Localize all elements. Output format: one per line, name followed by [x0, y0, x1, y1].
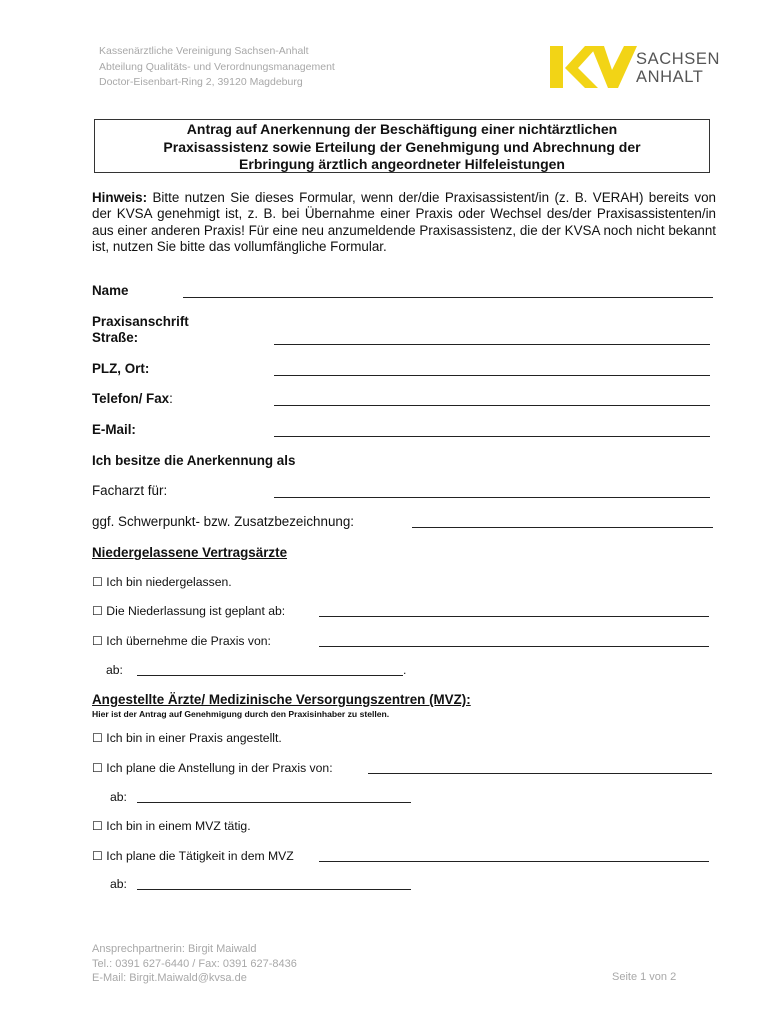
sender-org: Kassenärztliche Vereinigung Sachsen-Anhalt — [99, 45, 309, 57]
employment-from-field[interactable] — [137, 802, 411, 803]
title-line-3: Erbringung ärztlich angeordneter Hilfeleistungen — [239, 156, 565, 172]
title-line-1: Antrag auf Anerkennung der Beschäftigung einer nichtärztlichen — [186, 121, 618, 137]
phone-fax-colon: : — [169, 391, 173, 406]
form-title — [94, 119, 710, 173]
logo-line-2: ANHALT — [636, 68, 704, 86]
establishment-date-field[interactable] — [319, 616, 709, 617]
focus-label: ggf. Schwerpunkt- bzw. Zusatzbezeichnung: — [92, 514, 355, 529]
logo-wordmark — [636, 50, 720, 86]
checkbox-employment-planned[interactable]: ☐ Ich plane die Anstellung in der Praxis von: — [92, 761, 333, 775]
logo-line-1: SACHSEN — [636, 50, 720, 68]
mvz-from-label: ab: — [110, 877, 127, 891]
name-label: Name — [92, 283, 129, 298]
hint-text: Bitte nutzen Sie dieses Formular, wenn der/die Praxisassistent/in (z. B. VERAH) bereits von der KVSA genehmigt ist, z. B. bei Übernahme einer Praxis oder Wechsel des/der Praxisassistenten/in aus einer anderen Praxis! Für eine neu anzumeldende Praxisassistenz, die der KVSA noch nicht bekannt ist, nutzen Sie bitte das vollumfängliche Formular. — [92, 190, 716, 254]
sender-department: Abteilung Qualitäts- und Verordnungsmanagement — [99, 60, 335, 73]
footer-contact-person: Ansprechpartnerin: Birgit Maiwald — [92, 943, 257, 955]
title-line-2: Praxisassistenz sowie Erteilung der Genehmigung und Abrechnung der — [163, 138, 641, 155]
street-label: Straße: — [92, 330, 139, 345]
checkbox-establishment-planned[interactable]: ☐ Die Niederlassung ist geplant ab: — [92, 604, 286, 618]
checkbox-mvz-planned[interactable]: ☐ Ich plane die Tätigkeit in dem MVZ — [92, 849, 294, 863]
footer-email: E-Mail: Birgit.Maiwald@kvsa.de — [92, 972, 247, 984]
address-heading: Praxisanschrift — [92, 314, 189, 329]
email-label: E-Mail: — [92, 422, 136, 437]
hint-paragraph — [92, 190, 716, 255]
mvz-from-field[interactable] — [137, 889, 411, 890]
checkbox-mvz-active[interactable]: ☐ Ich bin in einem MVZ tätig. — [92, 819, 251, 833]
footer-contact — [92, 942, 297, 986]
street-field[interactable] — [274, 344, 710, 345]
takeover-practice-field[interactable] — [319, 646, 709, 647]
footer-phone-fax: Tel.: 0391 627-6440 / Fax: 0391 627-8436 — [92, 957, 297, 970]
specialist-field[interactable] — [274, 497, 710, 498]
checkbox-practice-takeover[interactable]: ☐ Ich übernehme die Praxis von: — [92, 634, 271, 648]
takeover-from-dot: . — [403, 663, 407, 677]
email-field[interactable] — [274, 436, 710, 437]
zip-city-field[interactable] — [274, 375, 710, 376]
employment-from-label: ab: — [110, 790, 127, 804]
section-established-title: Niedergelassene Vertragsärzte — [92, 545, 288, 560]
recognition-heading: Ich besitze die Anerkennung als — [92, 453, 296, 468]
hint-label: Hinweis: — [92, 190, 148, 205]
phone-fax-field[interactable] — [274, 405, 710, 406]
phone-fax-text: Telefon/ Fax — [92, 391, 170, 406]
page-number: Seite 1 von 2 — [612, 971, 677, 983]
section-employed-note: Hier ist der Antrag auf Genehmigung durch den Praxisinhaber zu stellen. — [92, 709, 390, 719]
zip-city-label: PLZ, Ort: — [92, 361, 150, 376]
focus-field[interactable] — [412, 527, 713, 528]
sender-address — [99, 44, 335, 91]
takeover-from-label: ab: — [106, 663, 123, 677]
checkbox-established[interactable]: ☐ Ich bin niedergelassen. — [92, 575, 232, 589]
specialist-label: Facharzt für: — [92, 483, 168, 498]
phone-fax-label — [92, 391, 173, 406]
checkbox-employed-practice[interactable]: ☐ Ich bin in einer Praxis angestellt. — [92, 731, 282, 745]
section-employed-title: Angestellte Ärzte/ Medizinische Versorgungszentren (MVZ): — [92, 692, 471, 707]
name-field[interactable] — [183, 297, 713, 298]
employment-practice-field[interactable] — [368, 773, 712, 774]
mvz-name-field[interactable] — [319, 861, 709, 862]
sender-street: Doctor-Eisenbart-Ring 2, 39120 Magdeburg — [99, 76, 303, 88]
takeover-from-field[interactable] — [137, 675, 403, 676]
